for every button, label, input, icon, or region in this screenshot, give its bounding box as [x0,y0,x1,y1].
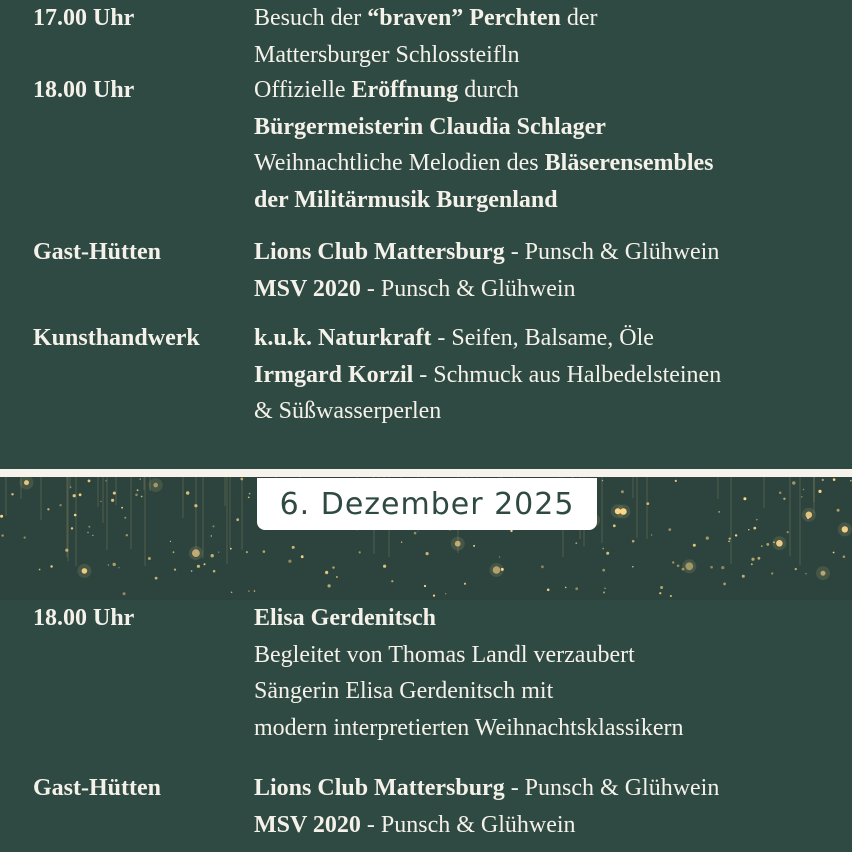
sparkle-glow [682,559,696,573]
sparkle-dot [108,564,109,565]
sparkle-dot [401,542,402,543]
content-line [254,393,844,430]
sparkle-dot [602,548,604,550]
sparkle-dot [783,498,785,500]
sparkle-dot [87,532,88,533]
sparkle-dot [660,586,663,589]
text-segment: durch [458,77,519,103]
sparkle-dot [670,595,672,597]
sparkle-dot [148,557,151,560]
content-line [254,0,844,37]
sparkle-dot [807,517,809,519]
bold-segment: Lions Club Mattersburg [254,239,505,265]
bold-segment: MSV 2020 [254,275,361,302]
sparkle-dot [803,489,804,490]
sparkle-dot [0,515,3,518]
row-content [254,72,844,218]
text-segment: der [560,5,598,31]
sparkle-dot [575,542,577,544]
sparkle-dot [771,572,773,574]
sparkle-dot [248,497,250,499]
sparkle-dot [748,529,749,530]
content-line [254,37,844,74]
content-line [254,600,844,637]
sparkle-dot [706,537,709,540]
sparkle-dot [124,517,126,519]
sparkle-dot [213,570,216,573]
sparkle-dot [170,541,171,542]
row-label: 18.00 Uhr [33,605,135,631]
content-line [254,770,844,807]
bold-segment: der Militärmusik Burgenland [254,186,558,213]
content-line [254,320,844,357]
row-content [254,600,844,746]
sparkle-dot [603,592,605,594]
sparkle-glow [802,508,816,522]
sparkle-dot [137,489,139,491]
row-label: Kunsthandwerk [33,325,200,351]
program-row [0,320,852,430]
sparkle-dot [88,480,91,483]
sparkle-dot [155,577,158,580]
bold-segment: Lions Club Mattersburg [254,775,505,801]
sparkle-dot [751,563,753,565]
text-segment: Weihnachtliche Melodien des [254,150,545,176]
sparkle-dot [850,480,852,482]
sparkle-dot [833,552,835,554]
row-content [254,320,844,430]
sparkle-dot [721,566,724,569]
sparkle-dot [249,493,251,495]
sparkle-dot [325,571,328,574]
sparkle-dot [761,545,763,547]
sparkle-dot [822,479,824,481]
bold-segment: Bürgermeisterin Claudia Schlager [254,113,606,140]
sparkle-dot [92,535,93,536]
sparkle-dot [88,526,90,528]
sparkle-dot [801,496,803,498]
sparkle-dot [805,573,806,574]
sparkle-dot [602,569,605,572]
text-segment: - Seifen, Balsame, Öle [431,325,654,351]
bold-segment: k.u.k. Naturkraft [254,325,432,351]
sparkle-glow [772,536,786,550]
content-line [254,637,844,674]
text-segment: Besuch der [254,5,368,31]
sparkle-dot [123,592,126,595]
sparkle-dot [787,531,789,533]
sparkle-dot [723,583,726,586]
sparkle-dot [743,497,746,500]
sparkle-glow [20,477,34,490]
sparkle-dot [414,532,417,535]
program-row [0,770,852,843]
sparkle-dot [604,588,605,589]
row-content [254,234,844,307]
sparkle-dot [263,550,266,553]
sparkle-dot [197,565,200,568]
bold-segment: Elisa Gerdenitsch [254,605,437,631]
row-content [254,770,844,843]
sparkle-dot [837,509,840,512]
sparkle-dot [1,534,3,536]
sparkle-dot [718,511,720,513]
sparkle-dot [173,551,175,553]
sparkle-dot [766,543,769,546]
sparkle-dot [693,544,696,547]
sparkle-dot [248,590,249,591]
sparkle-dot [288,560,291,563]
sparkle-dot [735,534,737,536]
sparkle-dot [11,493,13,495]
sparkle-dot [632,540,635,543]
sparkle-dot [818,490,821,493]
sparkle-dot [71,527,73,529]
sparkle-dot [240,478,243,481]
sparkle-dot [433,595,435,597]
program-row [0,600,852,770]
sparkle-dot [677,565,680,568]
sparkle-dot [710,566,713,569]
program-row [0,0,852,72]
sparkle-dot [246,551,248,553]
sparkle-dot [113,492,116,495]
sparkle-dot [59,504,61,506]
program-row [0,72,852,234]
sparkle-dot [211,535,212,536]
sparkle-dot [230,548,232,550]
text-segment: & Süßwasserperlen [254,398,442,424]
sparkle-dot [118,567,119,568]
sparkle-dot [499,556,500,557]
sparkle-dot [292,546,295,549]
bold-segment: Bläserensembles [544,150,714,176]
sparkle-dot [236,518,239,521]
sparkle-dot [632,566,634,568]
sparkle-dot [126,534,128,536]
sparkle-dot [191,570,193,572]
sparkle-dot [606,552,609,555]
sparkle-dot [792,481,795,484]
content-line [254,807,844,844]
row-label: Gast-Hütten [33,239,161,265]
sparkle-dot [204,563,206,565]
sparkle-dot [359,551,361,553]
text-segment: Sängerin Elisa Gerdenitsch mit [254,678,554,704]
content-line [254,271,844,308]
text-segment: modern interpretierten Weihnachtsklassikern [254,714,684,741]
sparkle-dot [575,587,578,590]
sparkle-dot [50,565,52,567]
sparkle-dot [424,585,426,587]
sparkle-dot [751,558,754,561]
sparkle-dot [73,494,76,497]
sparkle-dot [74,514,77,517]
sparkle-dot [218,552,219,553]
sparkle-glow [611,504,625,518]
sparkle-dot [510,530,512,532]
sparkle-dot [659,592,661,594]
sparkle-dot [39,569,41,571]
bold-segment: Irmgard Korzil [254,361,414,388]
sparkle-dot [211,554,214,557]
sparkle-dot [565,587,567,589]
sparkle-glow [838,522,852,536]
sparkle-dot [473,545,475,547]
row-label: Gast-Hütten [33,775,161,801]
sparkle-dot [24,536,26,538]
sparkle-dot [194,504,197,507]
content-line [254,710,844,747]
sparkle-dot [756,519,758,521]
sparkle-dot [613,524,616,527]
sparkle-dot [141,496,143,498]
sparkle-dot [779,492,782,495]
sparkle-dot [426,552,429,555]
sparkle-glow [149,478,163,492]
sparkle-dot [621,490,624,493]
text-segment: Mattersburger Schlossteifln [254,41,520,68]
sparkle-dot [79,493,82,496]
sparkle-dot [65,549,68,552]
sparkle-dot [301,555,304,558]
date-badge: 6. Dezember 2025 [257,478,597,530]
sparkle-dot [105,480,106,481]
sparkle-dot [121,507,123,509]
text-segment: - Punsch & Glühwein [504,775,720,801]
sparkle-dot [602,480,603,481]
sparkle-dot [651,534,652,535]
sparkle-dot [47,508,49,510]
sparkle-dot [646,502,649,505]
text-segment: Begleitet von Thomas Landl verzaubert [254,641,635,668]
sparkle-dot [729,538,731,540]
sparkle-glow [451,537,465,551]
divider [0,469,852,477]
sparkle-dot [391,580,393,582]
bold-segment: MSV 2020 [254,811,361,838]
sparkle-dot [383,565,386,568]
bold-segment: “braven” Perchten [367,5,561,31]
sparkle-dot [445,593,446,594]
sparkle-dot [464,583,466,585]
sparkle-dot [758,557,761,560]
sparkle-dot [328,584,331,587]
sparkle-dot [728,541,730,543]
content-line [254,72,844,109]
sparkle-dot [541,565,544,568]
sparkle-dot [336,576,338,578]
sparkle-dot [332,566,334,568]
content-line [254,182,844,219]
text-segment: - Punsch & Glühwein [360,811,576,838]
sparkle-dot [70,486,72,488]
sparkle-dot [753,527,756,530]
sparkle-dot [675,480,677,482]
sparkle-dot [111,499,114,502]
text-segment: Offizielle [254,77,352,103]
sparkle-dot [135,494,138,497]
sparkle-glow [189,546,203,560]
sparkle-dot [773,541,775,543]
sparkle-dot [213,525,215,527]
text-segment: - Punsch & Glühwein [504,239,720,265]
sparkle-dot [113,563,116,566]
row-label: 17.00 Uhr [33,5,135,31]
program-row [0,234,852,320]
sparkle-dot [100,501,101,502]
row-label: 18.00 Uhr [33,77,135,103]
content-line [254,145,844,182]
sparkle-dot [174,569,176,571]
program-bottom [0,600,852,843]
sparkle-dot [501,568,504,571]
sparkle-dot [843,555,846,558]
row-content [254,0,844,73]
sparkle-dot [742,575,745,578]
content-line [254,234,844,271]
sparkle-dot [231,592,233,594]
content-line [254,673,844,710]
text-segment: - Schmuck aus Halbedelsteinen [413,361,722,388]
sparkle-dot [795,568,797,570]
sparkle-dot [668,528,671,531]
content-line [254,109,844,146]
sparkle-dot [672,561,674,563]
sparkle-dot [547,589,550,592]
sparkle-dot [254,590,256,592]
sparkle-dot [833,478,836,481]
sparkle-glow [816,566,830,580]
content-line [254,357,844,394]
bold-segment: Eröffnung [351,77,459,103]
sparkle-glow [77,564,91,578]
sparkle-dot [186,491,189,494]
sparkle-dot [140,478,141,479]
text-segment: - Punsch & Glühwein [360,275,576,302]
